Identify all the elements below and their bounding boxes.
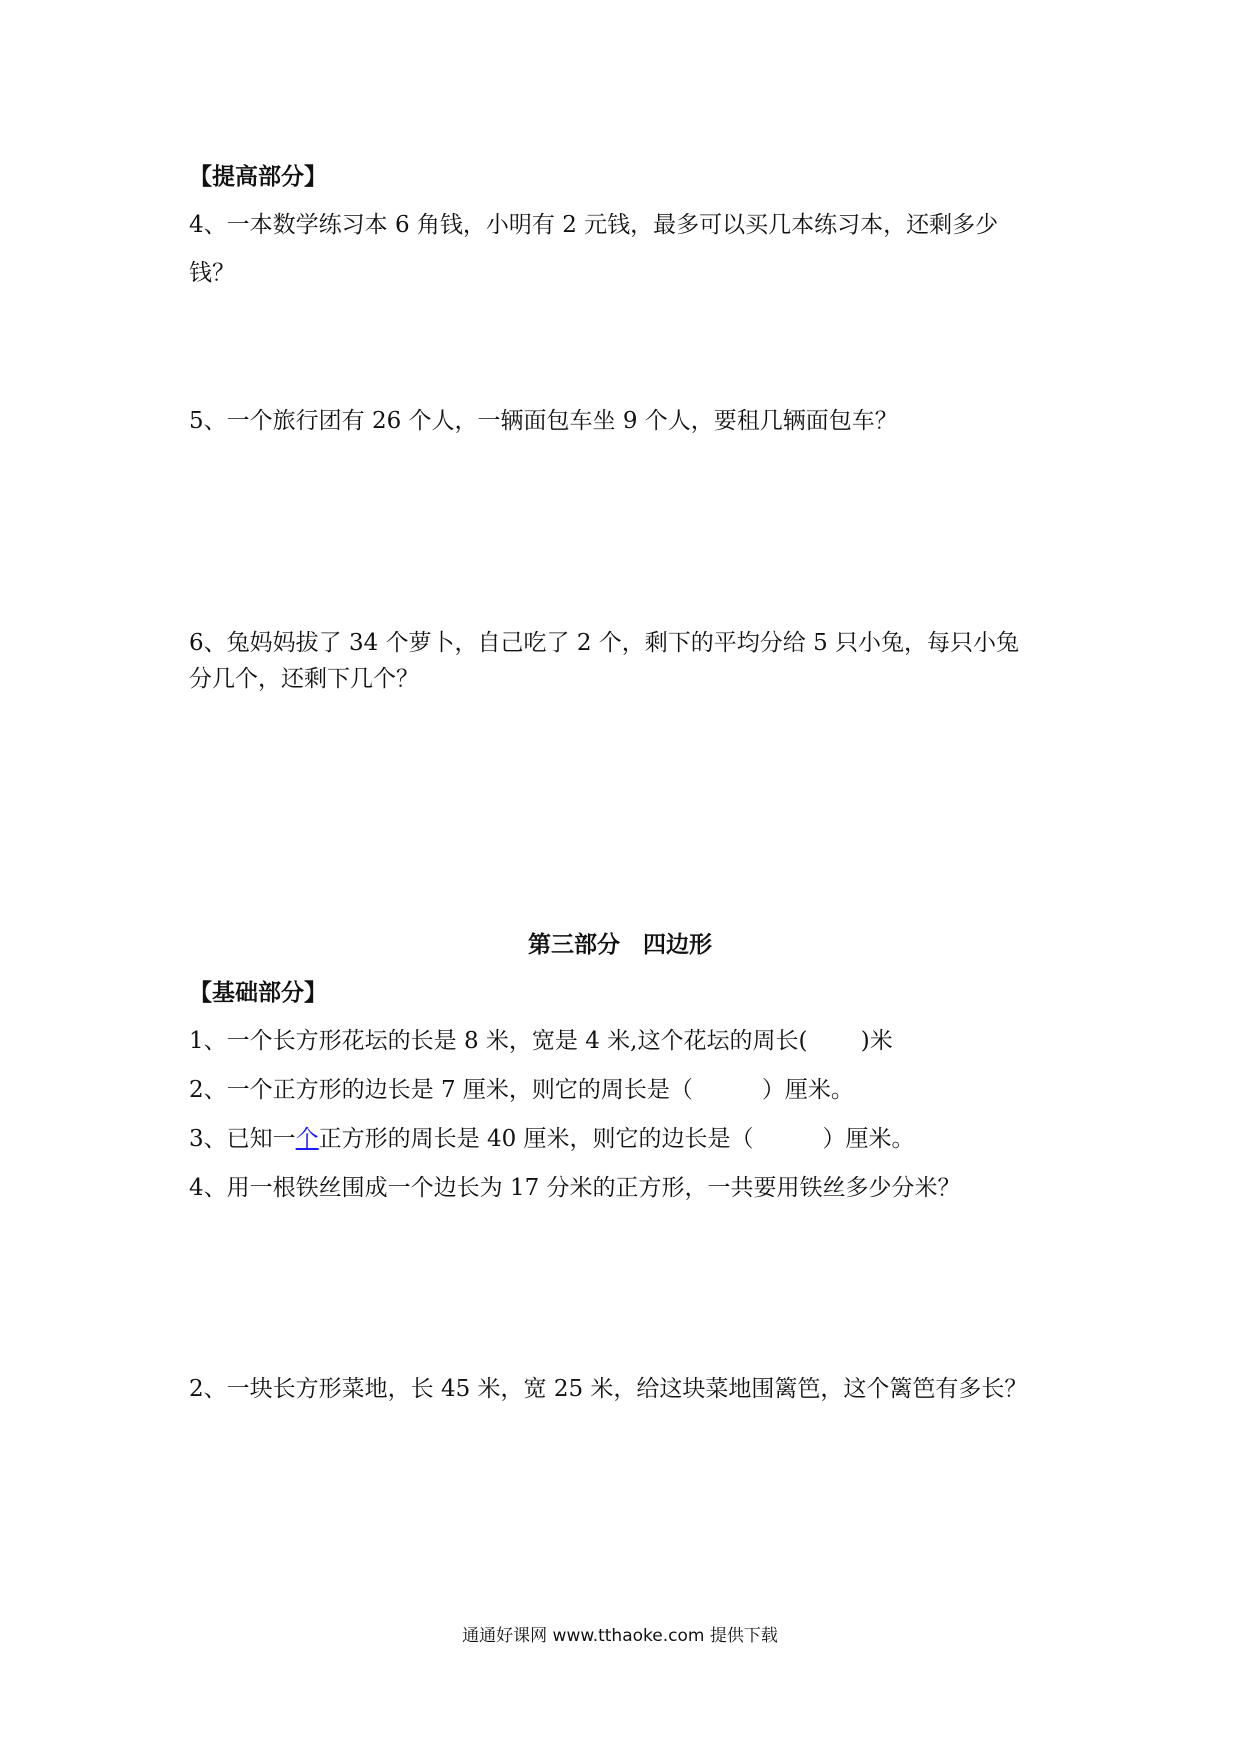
question-5: 5、一个旅行团有 26 个人，一辆面包车坐 9 个人，要租几辆面包车？ <box>189 408 898 434</box>
basic-question-1: 1、一个长方形花坛的长是 8 米，宽是 4 米,这个花坛的周长( )米 <box>189 1028 893 1054</box>
page-footer: 通通好课网 www.tthaoke.com 提供下载 <box>462 1626 778 1646</box>
part-3-title: 第三部分 四边形 <box>528 931 712 958</box>
basic-question-4: 4、用一根铁丝围成一个边长为 17 分米的正方形，一共要用铁丝多少分米？ <box>189 1175 961 1201</box>
question-4-line-2: 钱？ <box>189 260 235 286</box>
question-6-line-2: 分几个，还剩下几个？ <box>189 666 419 692</box>
basic-question-3 <box>189 1124 915 1154</box>
question-4-line-1: 4、一本数学练习本 6 角钱，小明有 2 元钱，最多可以买几本练习本，还剩多少 <box>189 212 999 238</box>
advanced-section-heading: 【提高部分】 <box>189 163 327 190</box>
basic-section-heading: 【基础部分】 <box>189 979 327 1006</box>
basic-question-2: 2、一个正方形的边长是 7 厘米，则它的周长是（ ）厘米。 <box>189 1077 854 1103</box>
basic-question-5: 2、一块长方形菜地，长 45 米，宽 25 米，给这块菜地围篱笆，这个篱笆有多长？ <box>189 1376 1028 1402</box>
basic-question-3-suffix: 正方形的周长是 40 厘米，则它的边长是（ ）厘米。 <box>318 1126 915 1152</box>
question-6-line-1: 6、兔妈妈拔了 34 个萝卜，自己吃了 2 个，剩下的平均分给 5 只小兔，每只小兔 <box>189 630 1020 656</box>
basic-question-3-prefix: 3、已知一 <box>189 1126 296 1152</box>
hyperlink-text[interactable]: 个 <box>295 1126 319 1152</box>
